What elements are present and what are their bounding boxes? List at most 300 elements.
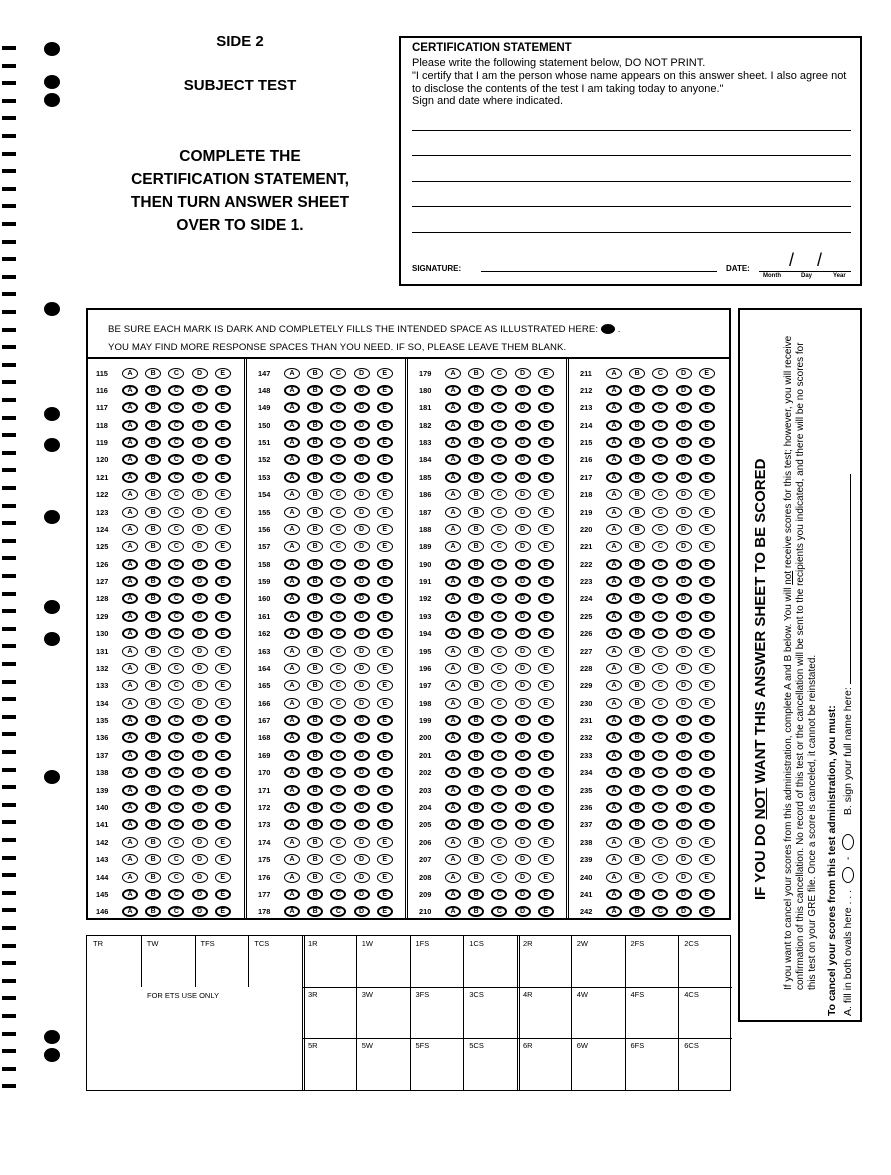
answer-bubble-d[interactable]: D — [676, 837, 692, 848]
answer-bubble-a[interactable]: A — [122, 524, 138, 535]
answer-bubble-a[interactable]: A — [284, 837, 300, 848]
answer-bubble-a[interactable]: A — [122, 819, 138, 830]
answer-bubble-c[interactable]: C — [652, 507, 668, 518]
answer-bubble-b[interactable]: B — [145, 489, 161, 500]
answer-bubble-d[interactable]: D — [676, 646, 692, 657]
answer-bubble-c[interactable]: C — [330, 489, 346, 500]
answer-bubble-e[interactable]: E — [699, 837, 715, 848]
answer-bubble-c[interactable]: C — [491, 698, 507, 709]
answer-bubble-b[interactable]: B — [307, 437, 323, 448]
answer-bubble-a[interactable]: A — [122, 680, 138, 691]
answer-bubble-e[interactable]: E — [377, 507, 393, 518]
answer-bubble-c[interactable]: C — [652, 368, 668, 379]
answer-bubble-a[interactable]: A — [284, 750, 300, 761]
answer-bubble-c[interactable]: C — [652, 732, 668, 743]
answer-bubble-d[interactable]: D — [676, 472, 692, 483]
answer-bubble-b[interactable]: B — [145, 854, 161, 865]
answer-bubble-b[interactable]: B — [145, 420, 161, 431]
answer-bubble-b[interactable]: B — [629, 385, 645, 396]
answer-bubble-e[interactable]: E — [377, 698, 393, 709]
answer-bubble-e[interactable]: E — [538, 854, 554, 865]
answer-bubble-a[interactable]: A — [284, 785, 300, 796]
answer-bubble-e[interactable]: E — [538, 385, 554, 396]
answer-bubble-b[interactable]: B — [145, 802, 161, 813]
answer-bubble-b[interactable]: B — [307, 906, 323, 917]
answer-bubble-e[interactable]: E — [215, 437, 231, 448]
answer-bubble-e[interactable]: E — [215, 454, 231, 465]
answer-bubble-d[interactable]: D — [515, 611, 531, 622]
answer-bubble-c[interactable]: C — [168, 785, 184, 796]
answer-bubble-a[interactable]: A — [122, 715, 138, 726]
answer-bubble-a[interactable]: A — [445, 437, 461, 448]
answer-bubble-d[interactable]: D — [676, 663, 692, 674]
answer-bubble-e[interactable]: E — [215, 368, 231, 379]
answer-bubble-b[interactable]: B — [629, 906, 645, 917]
answer-bubble-b[interactable]: B — [629, 889, 645, 900]
answer-bubble-a[interactable]: A — [445, 715, 461, 726]
answer-bubble-d[interactable]: D — [676, 368, 692, 379]
answer-bubble-c[interactable]: C — [491, 715, 507, 726]
answer-bubble-d[interactable]: D — [192, 507, 208, 518]
answer-bubble-b[interactable]: B — [145, 576, 161, 587]
answer-bubble-c[interactable]: C — [652, 906, 668, 917]
answer-bubble-b[interactable]: B — [468, 524, 484, 535]
answer-bubble-c[interactable]: C — [491, 437, 507, 448]
answer-bubble-c[interactable]: C — [491, 385, 507, 396]
answer-bubble-b[interactable]: B — [145, 906, 161, 917]
answer-bubble-e[interactable]: E — [215, 489, 231, 500]
answer-bubble-b[interactable]: B — [629, 750, 645, 761]
answer-bubble-e[interactable]: E — [699, 368, 715, 379]
answer-bubble-e[interactable]: E — [538, 837, 554, 848]
answer-bubble-a[interactable]: A — [122, 663, 138, 674]
answer-bubble-d[interactable]: D — [515, 889, 531, 900]
answer-bubble-b[interactable]: B — [307, 524, 323, 535]
answer-bubble-e[interactable]: E — [538, 507, 554, 518]
answer-bubble-d[interactable]: D — [515, 837, 531, 848]
answer-bubble-e[interactable]: E — [377, 524, 393, 535]
answer-bubble-d[interactable]: D — [192, 593, 208, 604]
answer-bubble-e[interactable]: E — [215, 854, 231, 865]
answer-bubble-d[interactable]: D — [354, 611, 370, 622]
answer-bubble-a[interactable]: A — [284, 576, 300, 587]
answer-bubble-c[interactable]: C — [330, 750, 346, 761]
answer-bubble-e[interactable]: E — [377, 889, 393, 900]
answer-bubble-d[interactable]: D — [676, 611, 692, 622]
answer-bubble-d[interactable]: D — [192, 872, 208, 883]
answer-bubble-e[interactable]: E — [377, 559, 393, 570]
answer-bubble-d[interactable]: D — [515, 368, 531, 379]
answer-bubble-e[interactable]: E — [538, 802, 554, 813]
answer-bubble-c[interactable]: C — [652, 402, 668, 413]
answer-bubble-d[interactable]: D — [515, 854, 531, 865]
answer-bubble-e[interactable]: E — [215, 837, 231, 848]
answer-bubble-c[interactable]: C — [491, 837, 507, 848]
answer-bubble-e[interactable]: E — [377, 715, 393, 726]
answer-bubble-d[interactable]: D — [515, 524, 531, 535]
answer-bubble-c[interactable]: C — [652, 819, 668, 830]
answer-bubble-a[interactable]: A — [445, 541, 461, 552]
answer-bubble-c[interactable]: C — [168, 472, 184, 483]
answer-bubble-b[interactable]: B — [145, 611, 161, 622]
answer-bubble-d[interactable]: D — [515, 715, 531, 726]
answer-bubble-e[interactable]: E — [215, 889, 231, 900]
answer-bubble-d[interactable]: D — [676, 819, 692, 830]
answer-bubble-d[interactable]: D — [515, 819, 531, 830]
answer-bubble-d[interactable]: D — [354, 802, 370, 813]
answer-bubble-a[interactable]: A — [122, 437, 138, 448]
answer-bubble-d[interactable]: D — [515, 437, 531, 448]
answer-bubble-a[interactable]: A — [122, 489, 138, 500]
answer-bubble-a[interactable]: A — [122, 750, 138, 761]
answer-bubble-a[interactable]: A — [284, 906, 300, 917]
answer-bubble-a[interactable]: A — [606, 576, 622, 587]
answer-bubble-b[interactable]: B — [629, 507, 645, 518]
answer-bubble-a[interactable]: A — [284, 802, 300, 813]
answer-bubble-d[interactable]: D — [515, 628, 531, 639]
answer-bubble-e[interactable]: E — [377, 906, 393, 917]
answer-bubble-a[interactable]: A — [445, 454, 461, 465]
answer-bubble-e[interactable]: E — [215, 663, 231, 674]
answer-bubble-c[interactable]: C — [652, 785, 668, 796]
answer-bubble-d[interactable]: D — [192, 767, 208, 778]
answer-bubble-b[interactable]: B — [307, 854, 323, 865]
answer-bubble-b[interactable]: B — [307, 802, 323, 813]
answer-bubble-d[interactable]: D — [192, 680, 208, 691]
answer-bubble-e[interactable]: E — [538, 785, 554, 796]
answer-bubble-b[interactable]: B — [145, 454, 161, 465]
answer-bubble-d[interactable]: D — [354, 437, 370, 448]
answer-bubble-d[interactable]: D — [192, 854, 208, 865]
answer-bubble-c[interactable]: C — [168, 750, 184, 761]
answer-bubble-a[interactable]: A — [284, 889, 300, 900]
answer-bubble-e[interactable]: E — [699, 889, 715, 900]
answer-bubble-d[interactable]: D — [192, 819, 208, 830]
answer-bubble-d[interactable]: D — [515, 559, 531, 570]
answer-bubble-c[interactable]: C — [491, 646, 507, 657]
answer-bubble-d[interactable]: D — [676, 785, 692, 796]
answer-bubble-d[interactable]: D — [354, 507, 370, 518]
answer-bubble-c[interactable]: C — [330, 385, 346, 396]
answer-bubble-a[interactable]: A — [122, 906, 138, 917]
answer-bubble-e[interactable]: E — [538, 698, 554, 709]
answer-bubble-c[interactable]: C — [168, 576, 184, 587]
answer-bubble-c[interactable]: C — [330, 559, 346, 570]
answer-bubble-d[interactable]: D — [192, 454, 208, 465]
answer-bubble-a[interactable]: A — [284, 541, 300, 552]
answer-bubble-e[interactable]: E — [215, 767, 231, 778]
answer-bubble-e[interactable]: E — [215, 680, 231, 691]
answer-bubble-a[interactable]: A — [606, 819, 622, 830]
answer-bubble-b[interactable]: B — [629, 872, 645, 883]
answer-bubble-d[interactable]: D — [676, 385, 692, 396]
answer-bubble-a[interactable]: A — [284, 385, 300, 396]
answer-bubble-c[interactable]: C — [491, 889, 507, 900]
answer-bubble-c[interactable]: C — [168, 663, 184, 674]
writing-line[interactable] — [412, 130, 851, 131]
answer-bubble-c[interactable]: C — [491, 524, 507, 535]
cancel-oval[interactable] — [842, 834, 854, 850]
answer-bubble-e[interactable]: E — [538, 402, 554, 413]
answer-bubble-e[interactable]: E — [538, 767, 554, 778]
answer-bubble-a[interactable]: A — [606, 837, 622, 848]
answer-bubble-e[interactable]: E — [538, 646, 554, 657]
answer-bubble-d[interactable]: D — [515, 680, 531, 691]
answer-bubble-e[interactable]: E — [377, 420, 393, 431]
writing-line[interactable] — [412, 232, 851, 233]
answer-bubble-e[interactable]: E — [699, 872, 715, 883]
answer-bubble-d[interactable]: D — [192, 489, 208, 500]
writing-line[interactable] — [412, 181, 851, 182]
answer-bubble-d[interactable]: D — [192, 906, 208, 917]
answer-bubble-d[interactable]: D — [354, 454, 370, 465]
answer-bubble-a[interactable]: A — [445, 472, 461, 483]
answer-bubble-b[interactable]: B — [145, 437, 161, 448]
answer-bubble-b[interactable]: B — [468, 715, 484, 726]
answer-bubble-c[interactable]: C — [168, 698, 184, 709]
answer-bubble-c[interactable]: C — [491, 559, 507, 570]
answer-bubble-a[interactable]: A — [445, 785, 461, 796]
answer-bubble-a[interactable]: A — [284, 680, 300, 691]
answer-bubble-e[interactable]: E — [538, 368, 554, 379]
answer-bubble-c[interactable]: C — [652, 593, 668, 604]
answer-bubble-c[interactable]: C — [330, 698, 346, 709]
answer-bubble-e[interactable]: E — [699, 402, 715, 413]
answer-bubble-a[interactable]: A — [445, 385, 461, 396]
answer-bubble-c[interactable]: C — [652, 524, 668, 535]
answer-bubble-c[interactable]: C — [491, 507, 507, 518]
answer-bubble-b[interactable]: B — [307, 489, 323, 500]
answer-bubble-d[interactable]: D — [676, 437, 692, 448]
answer-bubble-b[interactable]: B — [145, 872, 161, 883]
answer-bubble-d[interactable]: D — [515, 472, 531, 483]
answer-bubble-a[interactable]: A — [284, 559, 300, 570]
answer-bubble-b[interactable]: B — [468, 385, 484, 396]
answer-bubble-c[interactable]: C — [330, 767, 346, 778]
answer-bubble-e[interactable]: E — [215, 593, 231, 604]
answer-bubble-a[interactable]: A — [445, 628, 461, 639]
answer-bubble-b[interactable]: B — [629, 837, 645, 848]
answer-bubble-b[interactable]: B — [468, 628, 484, 639]
answer-bubble-c[interactable]: C — [168, 715, 184, 726]
answer-bubble-e[interactable]: E — [699, 715, 715, 726]
answer-bubble-b[interactable]: B — [629, 680, 645, 691]
answer-bubble-e[interactable]: E — [377, 576, 393, 587]
answer-bubble-a[interactable]: A — [606, 889, 622, 900]
answer-bubble-d[interactable]: D — [354, 385, 370, 396]
answer-bubble-d[interactable]: D — [192, 698, 208, 709]
answer-bubble-a[interactable]: A — [445, 489, 461, 500]
answer-bubble-e[interactable]: E — [699, 454, 715, 465]
answer-bubble-e[interactable]: E — [215, 576, 231, 587]
answer-bubble-d[interactable]: D — [192, 437, 208, 448]
answer-bubble-a[interactable]: A — [445, 698, 461, 709]
answer-bubble-a[interactable]: A — [284, 507, 300, 518]
answer-bubble-a[interactable]: A — [122, 889, 138, 900]
answer-bubble-a[interactable]: A — [606, 593, 622, 604]
answer-bubble-d[interactable]: D — [515, 767, 531, 778]
answer-bubble-e[interactable]: E — [215, 559, 231, 570]
answer-bubble-b[interactable]: B — [307, 732, 323, 743]
answer-bubble-a[interactable]: A — [122, 646, 138, 657]
answer-bubble-e[interactable]: E — [377, 628, 393, 639]
answer-bubble-d[interactable]: D — [676, 854, 692, 865]
answer-bubble-d[interactable]: D — [192, 732, 208, 743]
answer-bubble-c[interactable]: C — [330, 611, 346, 622]
answer-bubble-e[interactable]: E — [538, 454, 554, 465]
answer-bubble-e[interactable]: E — [538, 437, 554, 448]
answer-bubble-a[interactable]: A — [284, 628, 300, 639]
answer-bubble-e[interactable]: E — [215, 698, 231, 709]
answer-bubble-c[interactable]: C — [168, 628, 184, 639]
answer-bubble-b[interactable]: B — [629, 628, 645, 639]
answer-bubble-a[interactable]: A — [606, 872, 622, 883]
answer-bubble-e[interactable]: E — [699, 507, 715, 518]
answer-bubble-b[interactable]: B — [629, 698, 645, 709]
answer-bubble-b[interactable]: B — [145, 680, 161, 691]
answer-bubble-c[interactable]: C — [168, 646, 184, 657]
answer-bubble-b[interactable]: B — [307, 646, 323, 657]
answer-bubble-a[interactable]: A — [122, 872, 138, 883]
answer-bubble-a[interactable]: A — [606, 732, 622, 743]
answer-bubble-b[interactable]: B — [629, 368, 645, 379]
answer-bubble-b[interactable]: B — [468, 750, 484, 761]
answer-bubble-e[interactable]: E — [377, 872, 393, 883]
answer-bubble-e[interactable]: E — [538, 750, 554, 761]
answer-bubble-a[interactable]: A — [122, 559, 138, 570]
answer-bubble-d[interactable]: D — [354, 680, 370, 691]
answer-bubble-b[interactable]: B — [629, 854, 645, 865]
answer-bubble-d[interactable]: D — [192, 889, 208, 900]
answer-bubble-e[interactable]: E — [699, 819, 715, 830]
answer-bubble-c[interactable]: C — [330, 420, 346, 431]
answer-bubble-c[interactable]: C — [652, 889, 668, 900]
answer-bubble-a[interactable]: A — [445, 872, 461, 883]
answer-bubble-d[interactable]: D — [192, 837, 208, 848]
answer-bubble-b[interactable]: B — [468, 472, 484, 483]
answer-bubble-a[interactable]: A — [284, 437, 300, 448]
answer-bubble-a[interactable]: A — [122, 420, 138, 431]
answer-bubble-d[interactable]: D — [192, 402, 208, 413]
answer-bubble-a[interactable]: A — [284, 732, 300, 743]
answer-bubble-e[interactable]: E — [699, 420, 715, 431]
answer-bubble-a[interactable]: A — [606, 541, 622, 552]
answer-bubble-c[interactable]: C — [168, 732, 184, 743]
answer-bubble-d[interactable]: D — [515, 732, 531, 743]
answer-bubble-c[interactable]: C — [652, 750, 668, 761]
answer-bubble-e[interactable]: E — [377, 454, 393, 465]
answer-bubble-b[interactable]: B — [468, 402, 484, 413]
answer-bubble-b[interactable]: B — [629, 437, 645, 448]
answer-bubble-d[interactable]: D — [354, 698, 370, 709]
answer-bubble-e[interactable]: E — [377, 663, 393, 674]
answer-bubble-b[interactable]: B — [468, 437, 484, 448]
answer-bubble-e[interactable]: E — [377, 680, 393, 691]
answer-bubble-b[interactable]: B — [629, 715, 645, 726]
answer-bubble-c[interactable]: C — [330, 802, 346, 813]
answer-bubble-b[interactable]: B — [307, 767, 323, 778]
answer-bubble-d[interactable]: D — [676, 524, 692, 535]
answer-bubble-e[interactable]: E — [699, 524, 715, 535]
answer-bubble-e[interactable]: E — [699, 472, 715, 483]
answer-bubble-b[interactable]: B — [307, 680, 323, 691]
answer-bubble-a[interactable]: A — [445, 524, 461, 535]
answer-bubble-e[interactable]: E — [699, 802, 715, 813]
answer-bubble-c[interactable]: C — [330, 872, 346, 883]
answer-bubble-c[interactable]: C — [330, 663, 346, 674]
answer-bubble-d[interactable]: D — [354, 715, 370, 726]
answer-bubble-e[interactable]: E — [699, 854, 715, 865]
answer-bubble-e[interactable]: E — [699, 663, 715, 674]
answer-bubble-e[interactable]: E — [699, 576, 715, 587]
answer-bubble-c[interactable]: C — [491, 489, 507, 500]
answer-bubble-a[interactable]: A — [606, 767, 622, 778]
answer-bubble-a[interactable]: A — [284, 611, 300, 622]
answer-bubble-e[interactable]: E — [215, 385, 231, 396]
answer-bubble-d[interactable]: D — [192, 611, 208, 622]
answer-bubble-c[interactable]: C — [491, 454, 507, 465]
answer-bubble-a[interactable]: A — [122, 593, 138, 604]
answer-bubble-c[interactable]: C — [491, 732, 507, 743]
answer-bubble-e[interactable]: E — [377, 593, 393, 604]
answer-bubble-d[interactable]: D — [676, 715, 692, 726]
answer-bubble-a[interactable]: A — [606, 437, 622, 448]
answer-bubble-e[interactable]: E — [699, 559, 715, 570]
answer-bubble-e[interactable]: E — [699, 732, 715, 743]
answer-bubble-c[interactable]: C — [330, 628, 346, 639]
answer-bubble-a[interactable]: A — [606, 507, 622, 518]
answer-bubble-b[interactable]: B — [307, 698, 323, 709]
answer-bubble-b[interactable]: B — [468, 906, 484, 917]
answer-bubble-e[interactable]: E — [215, 785, 231, 796]
answer-bubble-a[interactable]: A — [122, 385, 138, 396]
answer-bubble-e[interactable]: E — [377, 437, 393, 448]
answer-bubble-b[interactable]: B — [468, 680, 484, 691]
answer-bubble-a[interactable]: A — [606, 559, 622, 570]
answer-bubble-b[interactable]: B — [145, 819, 161, 830]
answer-bubble-d[interactable]: D — [192, 628, 208, 639]
answer-bubble-c[interactable]: C — [652, 854, 668, 865]
answer-bubble-e[interactable]: E — [215, 611, 231, 622]
answer-bubble-c[interactable]: C — [330, 785, 346, 796]
answer-bubble-d[interactable]: D — [354, 559, 370, 570]
answer-bubble-a[interactable]: A — [122, 785, 138, 796]
answer-bubble-d[interactable]: D — [676, 889, 692, 900]
answer-bubble-b[interactable]: B — [629, 541, 645, 552]
answer-bubble-c[interactable]: C — [491, 576, 507, 587]
answer-bubble-e[interactable]: E — [538, 576, 554, 587]
cancel-oval[interactable] — [842, 867, 854, 883]
answer-bubble-b[interactable]: B — [145, 889, 161, 900]
answer-bubble-e[interactable]: E — [215, 402, 231, 413]
answer-bubble-e[interactable]: E — [377, 368, 393, 379]
answer-bubble-d[interactable]: D — [192, 524, 208, 535]
answer-bubble-d[interactable]: D — [192, 368, 208, 379]
answer-bubble-e[interactable]: E — [377, 646, 393, 657]
answer-bubble-d[interactable]: D — [676, 767, 692, 778]
answer-bubble-c[interactable]: C — [168, 837, 184, 848]
answer-bubble-d[interactable]: D — [354, 628, 370, 639]
answer-bubble-d[interactable]: D — [676, 802, 692, 813]
answer-bubble-e[interactable]: E — [377, 402, 393, 413]
answer-bubble-e[interactable]: E — [538, 906, 554, 917]
answer-bubble-d[interactable]: D — [354, 402, 370, 413]
answer-bubble-e[interactable]: E — [699, 385, 715, 396]
answer-bubble-c[interactable]: C — [652, 680, 668, 691]
answer-bubble-d[interactable]: D — [515, 906, 531, 917]
answer-bubble-d[interactable]: D — [676, 750, 692, 761]
answer-bubble-c[interactable]: C — [168, 854, 184, 865]
